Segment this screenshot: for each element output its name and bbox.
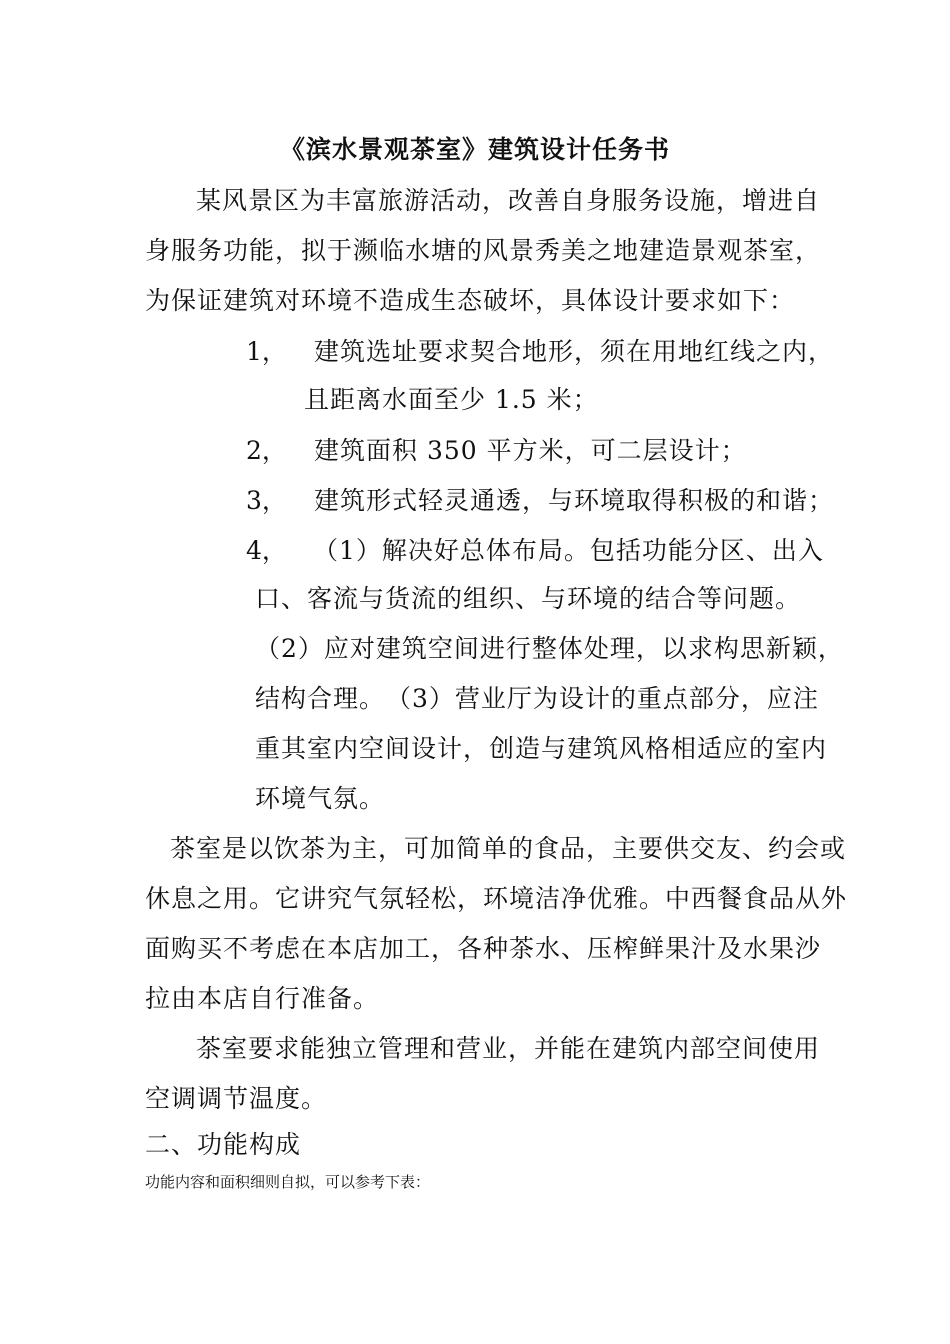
requirement-4-line-2: 口、客流与货流的组织、与环境的结合等问题。	[255, 584, 802, 613]
teahouse-line-3: 面购买不考虑在本店加工，各种茶水、压榨鲜果汁及水果沙	[145, 934, 822, 963]
requirement-number-2: 2，	[246, 436, 287, 465]
intro-line-3: 为保证建筑对环境不造成生态破坏，具体设计要求如下：	[145, 286, 796, 315]
requirement-4-line-6: 环境气氛。	[255, 784, 386, 813]
requirement-number-1: 1，	[246, 337, 287, 366]
document-title: 《滨水景观茶室》建筑设计任务书	[279, 135, 670, 164]
requirement-1-line-1: 建筑选址要求契合地形，须在用地红线之内，	[314, 337, 835, 366]
requirement-2-line-1: 建筑面积 350 平方米，可二层设计；	[314, 436, 747, 465]
teahouse-line-4: 拉由本店自行准备。	[145, 984, 380, 1013]
section-note: 功能内容和面积细则自拟，可以参考下表：	[145, 1173, 431, 1191]
management-line-1: 茶室要求能独立管理和营业，并能在建筑内部空间使用	[196, 1034, 821, 1063]
management-line-2: 空调调节温度。	[145, 1084, 328, 1113]
requirement-number-4: 4，	[246, 536, 287, 565]
requirement-number-3: 3，	[246, 486, 287, 515]
intro-line-2: 身服务功能，拟于濒临水塘的风景秀美之地建造景观茶室，	[145, 236, 822, 265]
requirement-3-line-1: 建筑形式轻灵通透，与环境取得积极的和谐；	[314, 486, 835, 515]
requirement-4-line-1: （1）解决好总体布局。包括功能分区、出入	[313, 536, 824, 565]
requirement-4-line-4: 结构合理。 （3）营业厅为设计的重点部分，应注	[255, 684, 819, 713]
requirement-4-line-3: （2）应对建筑空间进行整体处理，以求构思新颖，	[255, 634, 844, 663]
teahouse-line-2: 休息之用。它讲究气氛轻松，环境洁净优雅。中西餐食品从外	[145, 884, 848, 913]
requirement-1-line-2: 且距离水面至少 1.5 米；	[304, 385, 599, 414]
requirement-4-line-5: 重其室内空间设计，创造与建筑风格相适应的室内	[255, 734, 828, 763]
teahouse-line-1: 茶室是以饮茶为主，可加简单的食品，主要供交友、约会或	[170, 834, 847, 863]
intro-line-1: 某风景区为丰富旅游活动，改善自身服务设施，增进自	[196, 186, 821, 215]
section-heading: 二、功能构成	[145, 1130, 302, 1159]
